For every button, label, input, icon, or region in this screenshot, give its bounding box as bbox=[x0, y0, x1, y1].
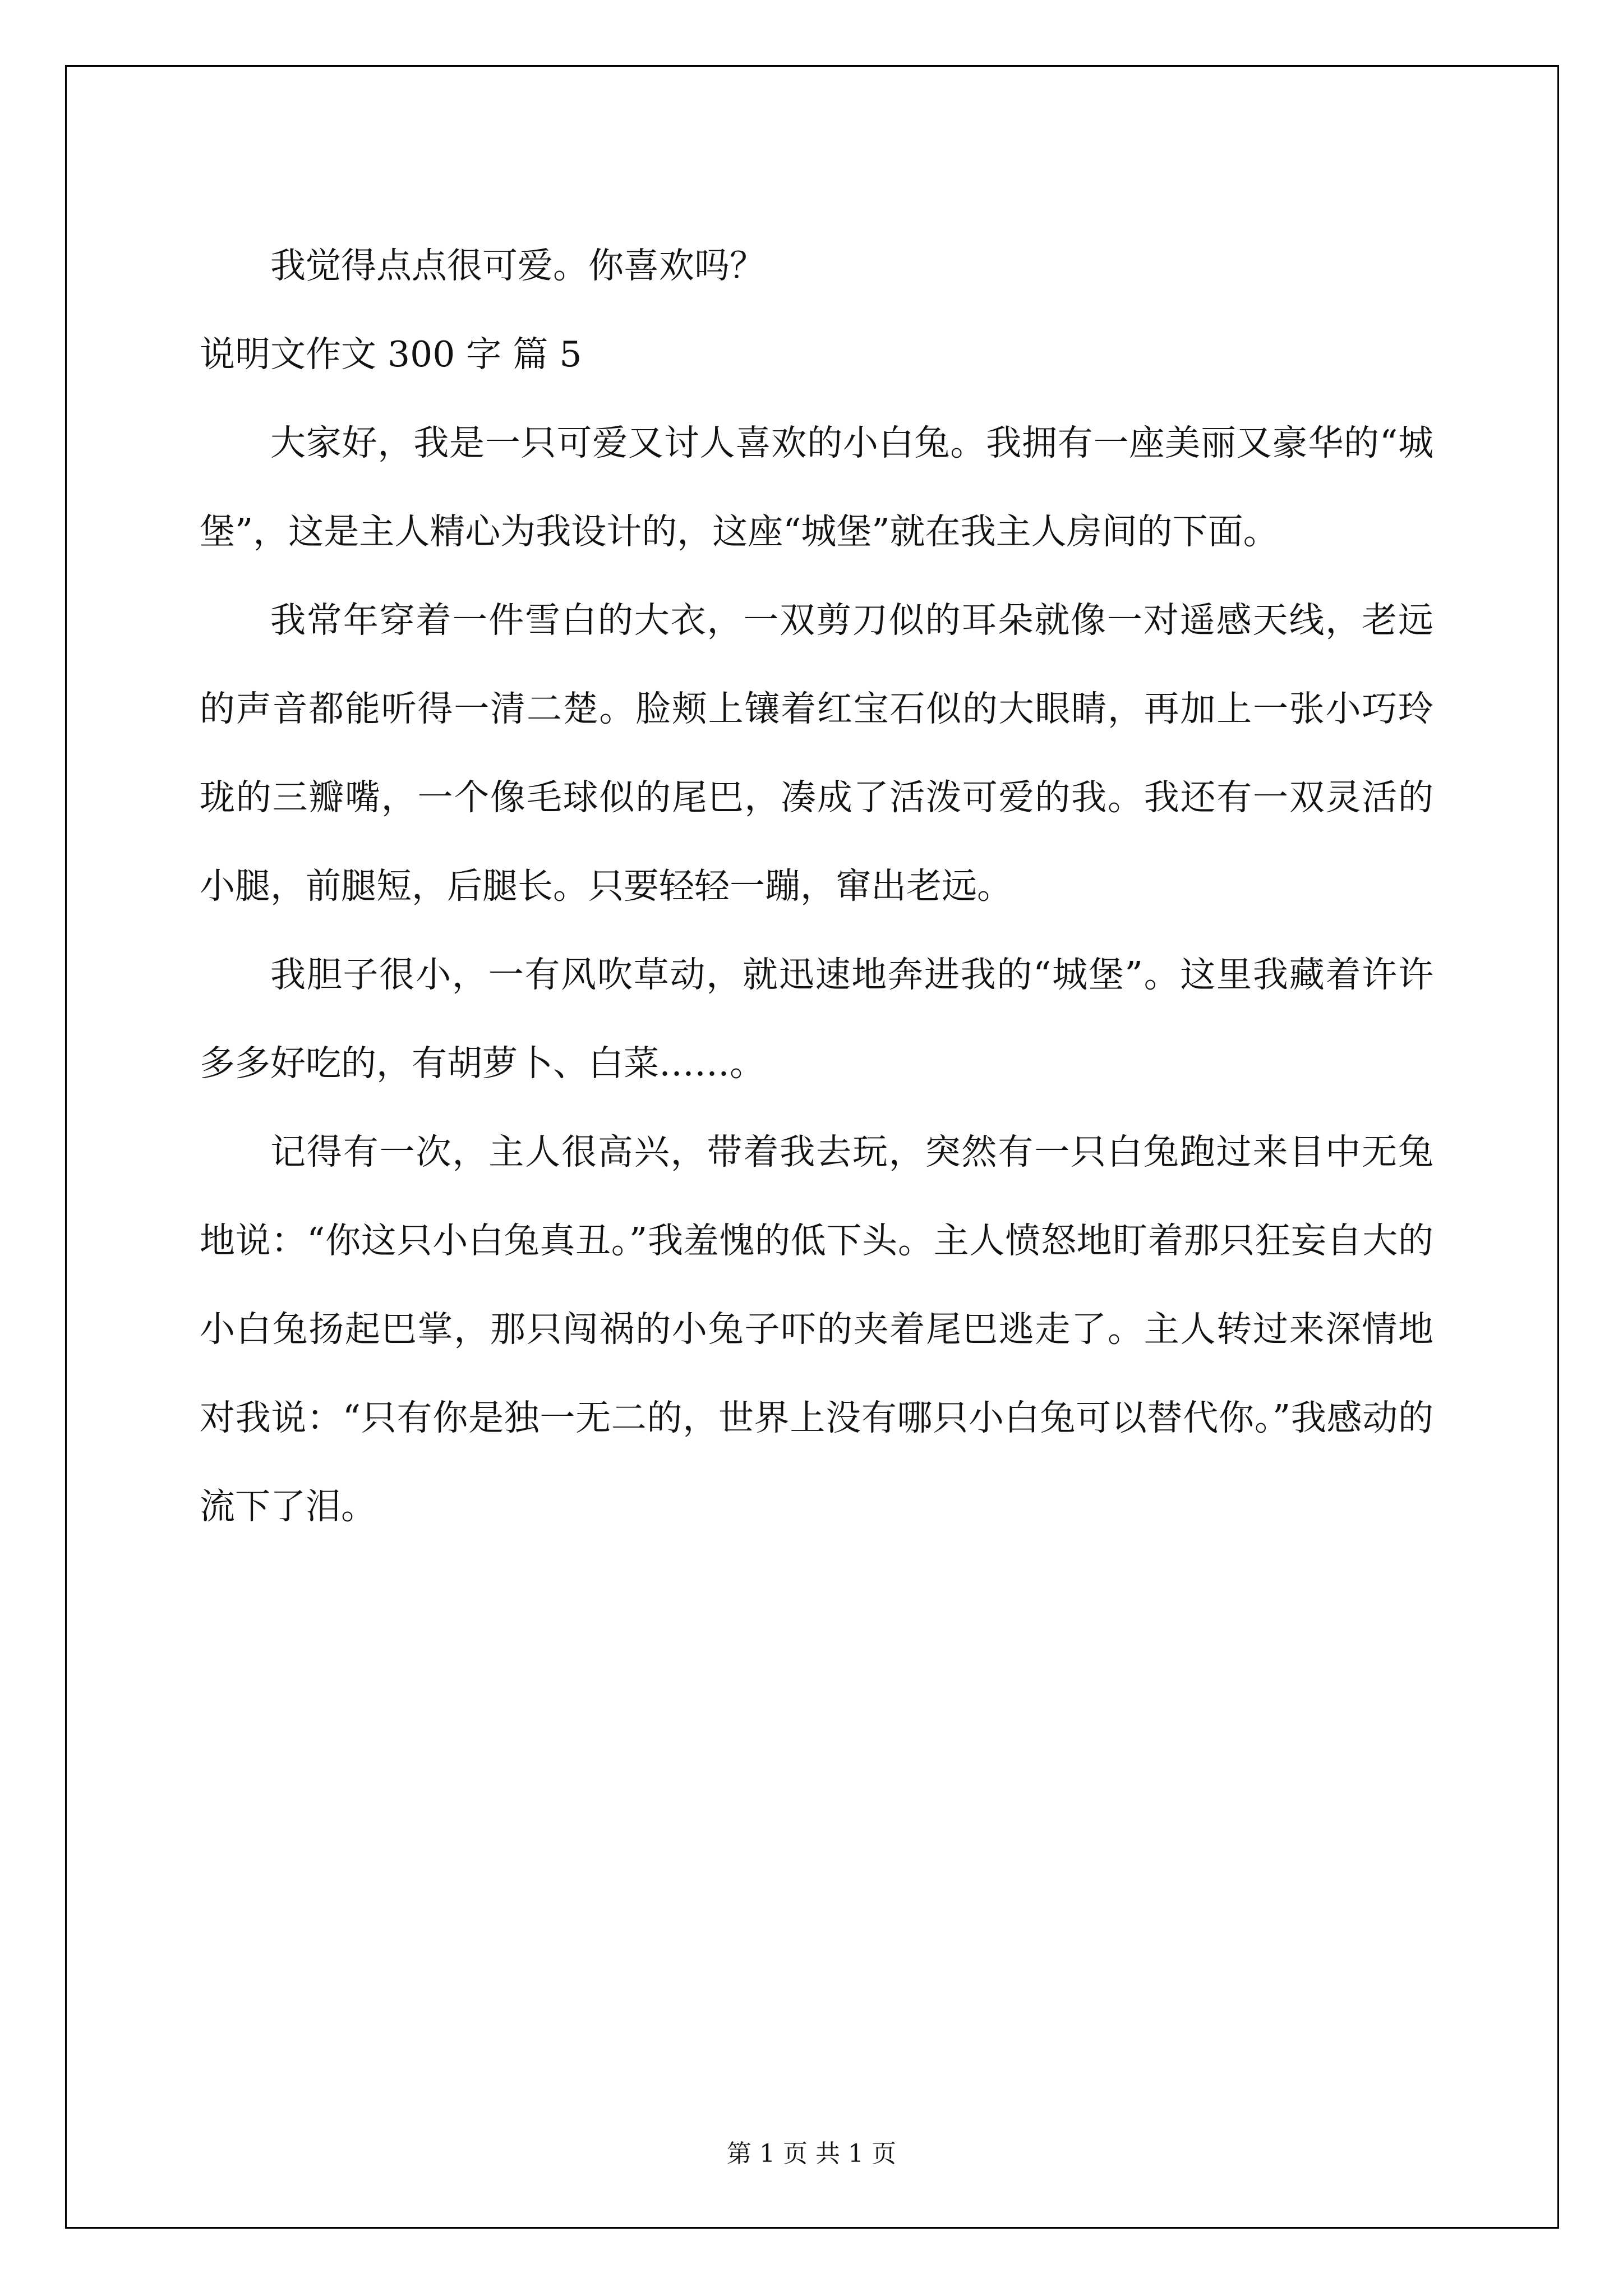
page-footer: 第 1 页 共 1 页 bbox=[727, 2139, 896, 2168]
paragraph-5: 记得有一次，主人很高兴，带着我去玩，突然有一只白兔跑过来目中无兔地说：“你这只小白兔真丑。”我羞愧的低下头。主人愤怒地盯着那只狂妄自大的小白兔扬起巴掌，那只闯祸的小兔子吓的夹着尾巴逃走了。主人转过来深情地对我说：“只有你是独一无二的，世界上没有哪只小白兔可以替代你。”我感动的流下了泪。 bbox=[200, 1131, 1433, 1527]
paragraph-2: 大家好，我是一只可爱又讨人喜欢的小白兔。我拥有一座美丽又豪华的“城堡”，这是主人精心为我设计的，这座“城堡”就在我主人房间的下面。 bbox=[200, 422, 1433, 552]
paragraph-1: 我觉得点点很可爱。你喜欢吗？ bbox=[270, 245, 765, 286]
paragraph-3: 我常年穿着一件雪白的大衣，一双剪刀似的耳朵就像一对遥感天线，老远的声音都能听得一清二楚。脸颊上镶着红宝石似的大眼睛，再加上一张小巧玲珑的三瓣嘴，一个像毛球似的尾巴，凑成了活泼可爱的我。我还有一双灵活的小腿，前腿短，后腿长。只要轻轻一蹦，窜出老远。 bbox=[200, 600, 1433, 907]
document-body bbox=[200, 222, 1433, 1551]
paragraph-4: 我胆子很小，一有风吹草动，就迅速地奔进我的“城堡”。这里我藏着许许多多好吃的，有胡萝卜、白菜……。 bbox=[200, 954, 1433, 1084]
section-heading: 说明文作文 300 字 篇 5 bbox=[200, 334, 582, 375]
